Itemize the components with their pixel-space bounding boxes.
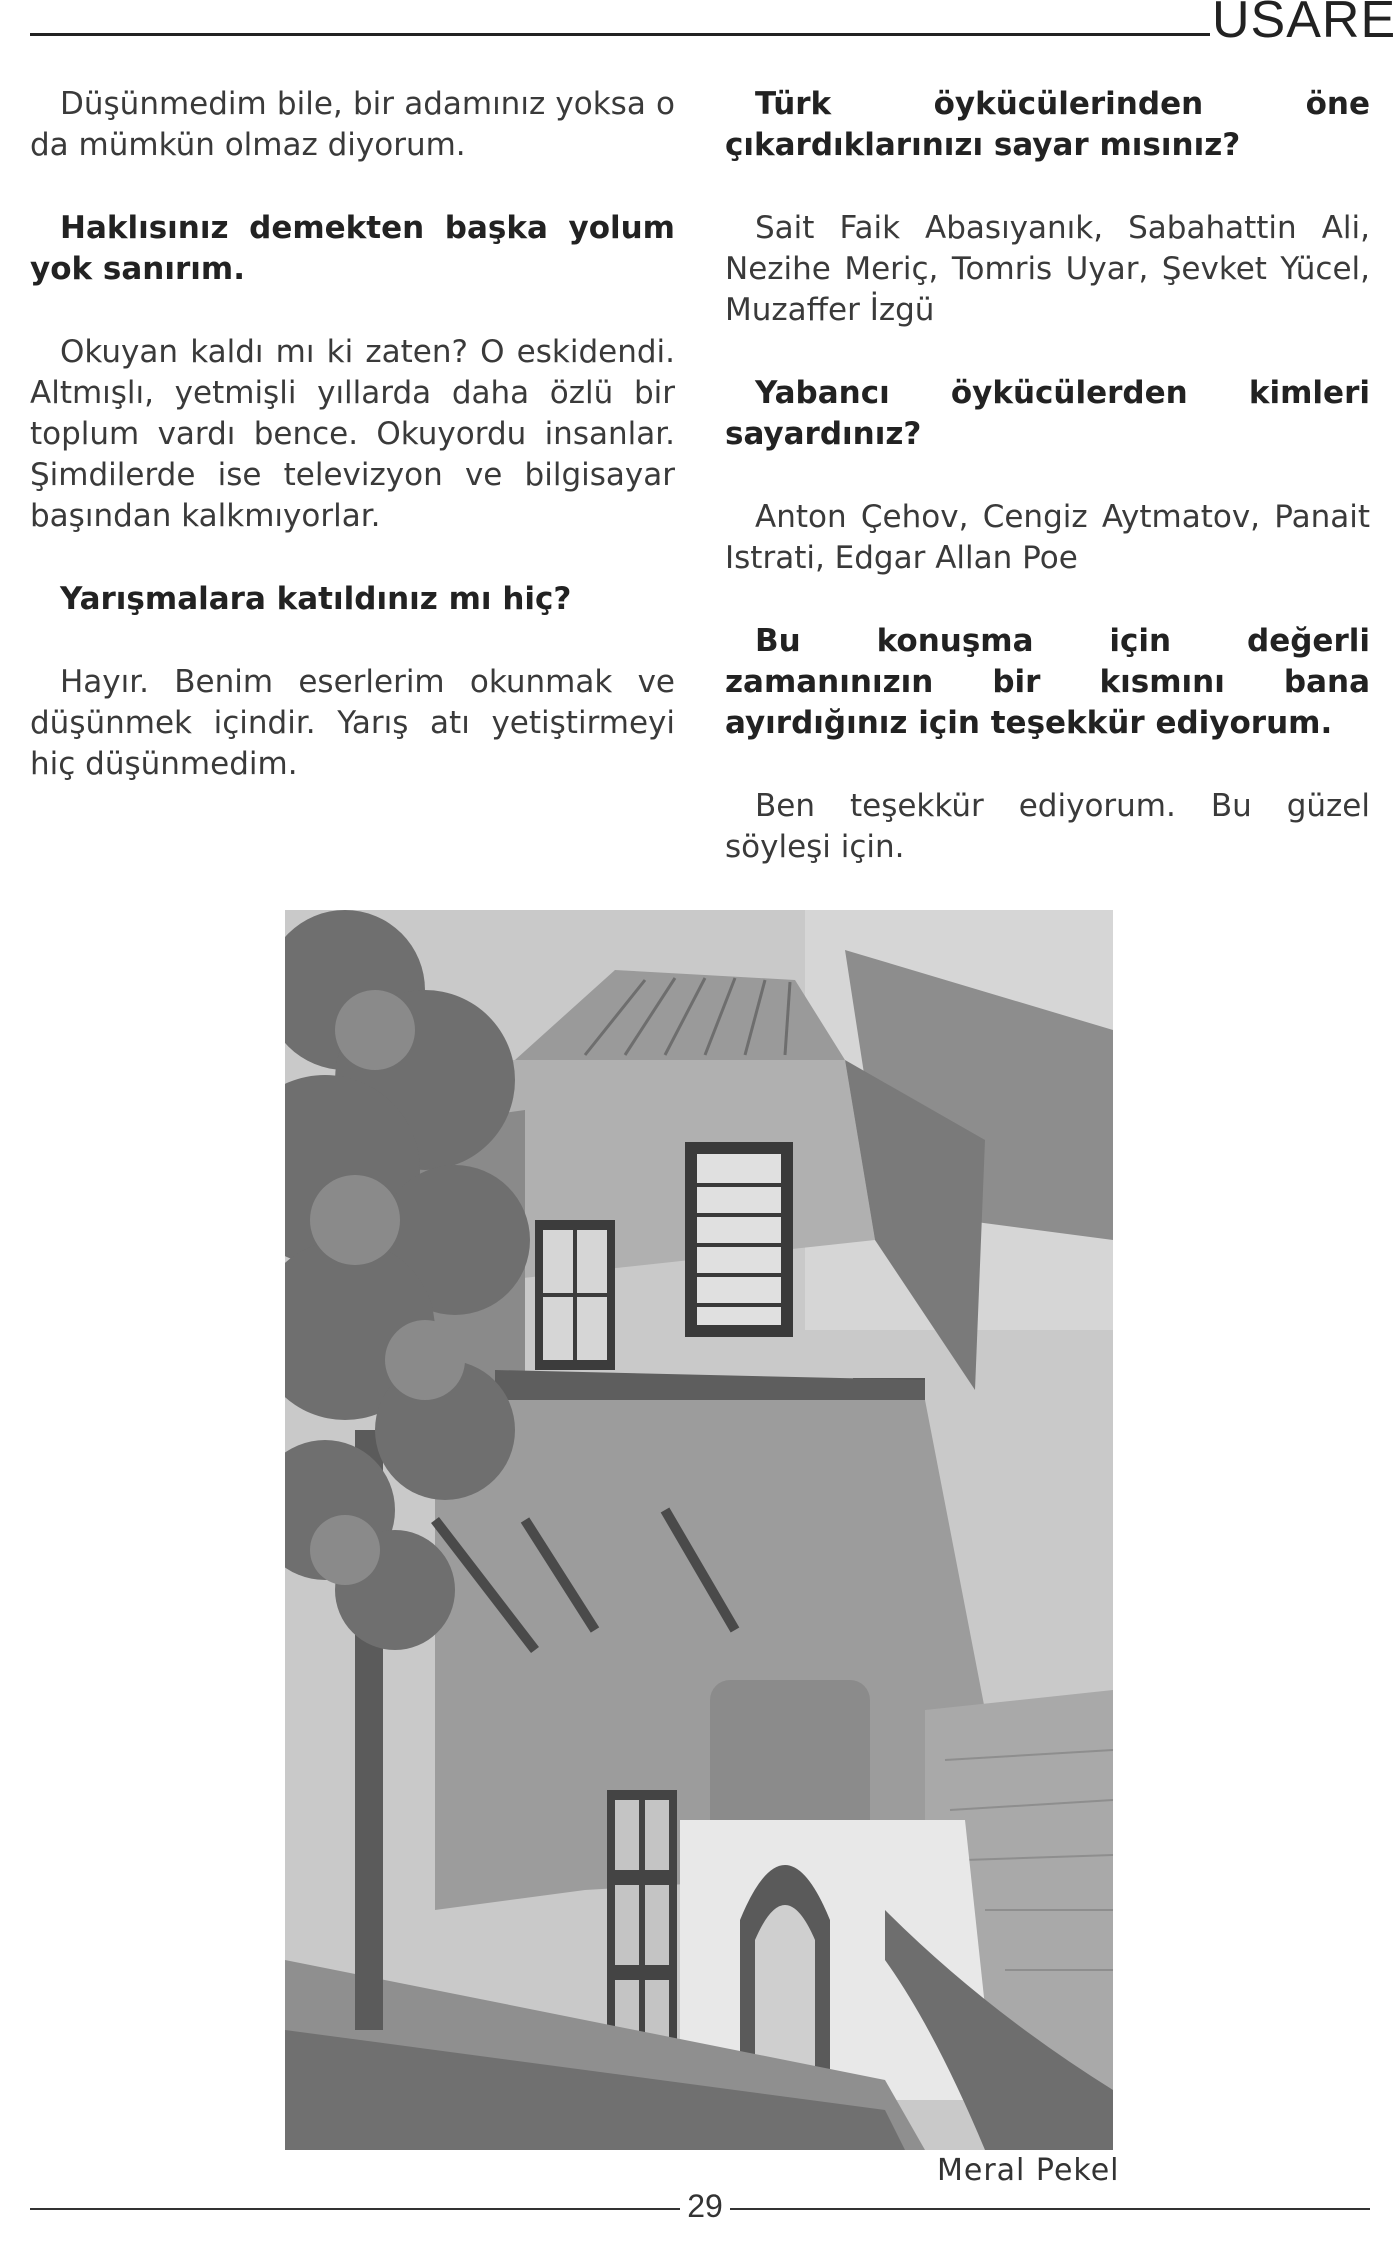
footer-rule-left (30, 2208, 680, 2210)
right-column (725, 84, 1370, 910)
page-number: 29 (687, 2188, 723, 2224)
answer-paragraph: Okuyan kaldı mı ki zaten? O eskidendi. Altmışlı, yetmişli yıllarda daha özlü bir toplum vardı bence. Okuyordu insanlar. Şimdilerde ise televizyon ve bilgisayar başından kalkmıyorlar. (30, 334, 675, 534)
header-rule (30, 33, 1210, 36)
answer-paragraph: Anton Çehov, Cengiz Aytmatov, Panait Istrati, Edgar Allan Poe (725, 499, 1370, 576)
question-paragraph: Yarışmalara katıldınız mı hiç? (60, 581, 572, 617)
answer-paragraph: Sait Faik Abasıyanık, Sabahattin Ali, Nezihe Meriç, Tomris Uyar, Şevket Yücel, Muzaffer İzgü (725, 210, 1370, 328)
answer-paragraph: Hayır. Benim eserlerim okunmak ve düşünmek içindir. Yarış atı yetiştirmeyi hiç düşünmedim. (30, 664, 675, 782)
question-paragraph: Yabancı öykücülerden kimleri sayardınız? (725, 375, 1370, 452)
magazine-name: USARE (1212, 0, 1397, 49)
answer-paragraph: Düşünmedim bile, bir adamınız yoksa o da mümkün olmaz diyorum. (30, 86, 675, 163)
photo-credit: Meral Pekel (937, 2153, 1120, 2188)
footer-rule-right (730, 2208, 1370, 2210)
question-paragraph: Türk öykücülerinden öne çıkardıklarınızı sayar mısınız? (725, 86, 1370, 163)
answer-paragraph: Ben teşekkür ediyorum. Bu güzel söyleşi için. (725, 788, 1370, 865)
question-paragraph: Haklısınız demekten başka yolum yok sanırım. (30, 210, 675, 287)
left-column (30, 84, 675, 827)
old-house-photo (285, 910, 1113, 2150)
question-paragraph: Bu konuşma için değerli zamanınızın bir kısmını bana ayırdığınız için teşekkür ediyorum. (725, 623, 1370, 741)
